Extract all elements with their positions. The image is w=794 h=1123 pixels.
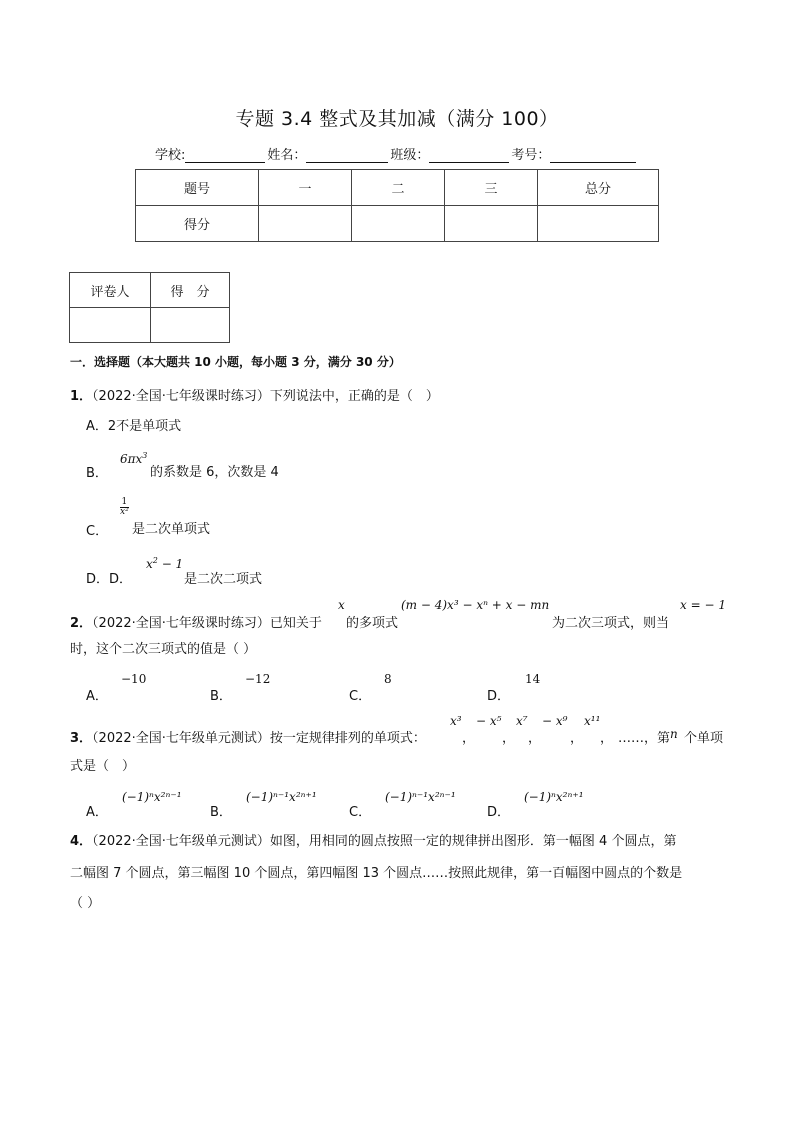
name-field[interactable] <box>306 149 388 163</box>
grader-header: 评卷人 <box>70 273 151 308</box>
math-condition: x = − 1 <box>680 598 726 612</box>
option-label: D．D． <box>86 572 133 587</box>
grader-cell[interactable] <box>70 308 151 343</box>
q3-option-a[interactable]: A． (−1)ⁿx²ⁿ⁻¹ <box>86 790 182 820</box>
page-title: 专题 3.4 整式及其加减（满分 100） <box>235 108 559 130</box>
question-3-stem: 3．（2022·全国·七年级单元测试）按一定规律排列的单项式： x³ ， − x⁵ ， x⁷ ， − x⁹ ， x¹¹ ， ……，第 n 个单项 <box>70 714 724 746</box>
score-header: 二 <box>352 170 445 206</box>
q3-option-c[interactable]: C． (−1)ⁿ⁻¹x²ⁿ⁻¹ <box>349 790 456 820</box>
score-cell[interactable] <box>259 206 352 242</box>
question-text: 下列说法中，正确的是（ ） <box>269 389 439 404</box>
score-cell[interactable] <box>445 206 538 242</box>
question-2-stem: 2．（2022·全国·七年级课时练习）已知关于 x 的多项式 (m − 4)x³ − xⁿ + x − mn 为二次三项式，则当 x = − 1 <box>70 598 726 631</box>
score-table <box>135 169 659 242</box>
question-number: 2． <box>70 616 93 631</box>
score-row-label: 得分 <box>136 206 259 242</box>
q3-option-d[interactable]: D． (−1)ⁿx²ⁿ⁺¹ <box>487 790 584 820</box>
q2-option-a[interactable]: A． −10 <box>86 672 147 704</box>
score-header: 三 <box>445 170 538 206</box>
sequence-term: − x⁹ <box>542 714 568 728</box>
q2-option-c[interactable]: C． 8 <box>349 672 392 704</box>
option-label: B． <box>86 466 108 481</box>
option-text: 2不是单项式 <box>107 419 182 434</box>
q3-option-b[interactable]: B． (−1)ⁿ⁻¹x²ⁿ⁺¹ <box>210 790 317 820</box>
q2-option-d[interactable]: D． 14 <box>487 672 541 704</box>
math-var: x <box>338 598 345 612</box>
score-header: 题号 <box>136 170 259 206</box>
sequence-term: x¹¹ <box>584 714 601 728</box>
score-cell[interactable] <box>352 206 445 242</box>
option-math: $x^2 - 1$ <box>146 556 184 571</box>
question-source: （2022·全国·七年级课时练习） <box>92 389 270 404</box>
question-4-line2: 二幅图 7 个圆点，第三幅图 10 个圆点，第四幅图 13 个圆点……按照此规律，第一百幅图中圆点的个数是 <box>70 866 683 881</box>
question-number: 1． <box>70 389 93 404</box>
grader-cell[interactable] <box>151 308 230 343</box>
exam-no-field[interactable] <box>550 149 636 163</box>
question-1-stem <box>70 385 439 404</box>
q2-options <box>86 672 686 702</box>
school-field[interactable] <box>185 149 265 163</box>
question-4-line3: （ ） <box>70 896 101 911</box>
sequence-term: − x⁵ <box>476 714 502 728</box>
option-math: $6\pi x^3$ <box>120 451 148 466</box>
student-info-line <box>155 144 638 163</box>
score-header: 一 <box>259 170 352 206</box>
school-label: 学校: <box>155 148 186 163</box>
grader-header: 得 分 <box>151 273 230 308</box>
sequence-term: x⁷ <box>516 714 528 728</box>
question-3-line2: 式是（ ） <box>70 759 136 774</box>
math-polynomial: (m − 4)x³ − xⁿ + x − mn <box>401 598 550 612</box>
q1-option-a[interactable] <box>86 415 181 434</box>
question-number: 3． <box>70 731 93 746</box>
class-field[interactable] <box>429 149 509 163</box>
fraction: $\frac{1}{\text{x²}}$ <box>120 497 129 517</box>
section-heading: 一．选择题（本大题共 10 小题，每小题 3 分，满分 30 分） <box>70 355 401 369</box>
question-source: （2022·全国·七年级单元测试） <box>92 731 270 746</box>
option-label: A． <box>86 419 108 434</box>
question-number: 4． <box>70 834 93 849</box>
class-label: 班级： <box>390 148 430 163</box>
question-source: （2022·全国·七年级单元测试） <box>92 834 270 849</box>
question-2-line2: 时，这个二次三项式的值是（ ） <box>70 642 257 657</box>
sequence-term: x³ <box>450 714 462 728</box>
score-cell[interactable] <box>538 206 659 242</box>
q3-options <box>86 788 726 818</box>
exam-no-label: 考号： <box>511 148 551 163</box>
q2-option-b[interactable]: B． −12 <box>210 672 271 704</box>
name-label: 姓名： <box>267 148 307 163</box>
option-text: 是二次二项式 <box>184 572 263 587</box>
score-header: 总分 <box>538 170 659 206</box>
option-text: 是二次单项式 <box>132 522 211 537</box>
question-4-line1: 4．（2022·全国·七年级单元测试）如图，用相同的圆点按照一定的规律拼出图形．第一幅图 4 个圆点，第 <box>70 834 677 849</box>
option-label: C． <box>86 524 109 539</box>
grader-table <box>69 272 230 343</box>
question-source: （2022·全国·七年级课时练习） <box>92 616 270 631</box>
option-text: 的系数是 6，次数是 4 <box>150 465 279 480</box>
